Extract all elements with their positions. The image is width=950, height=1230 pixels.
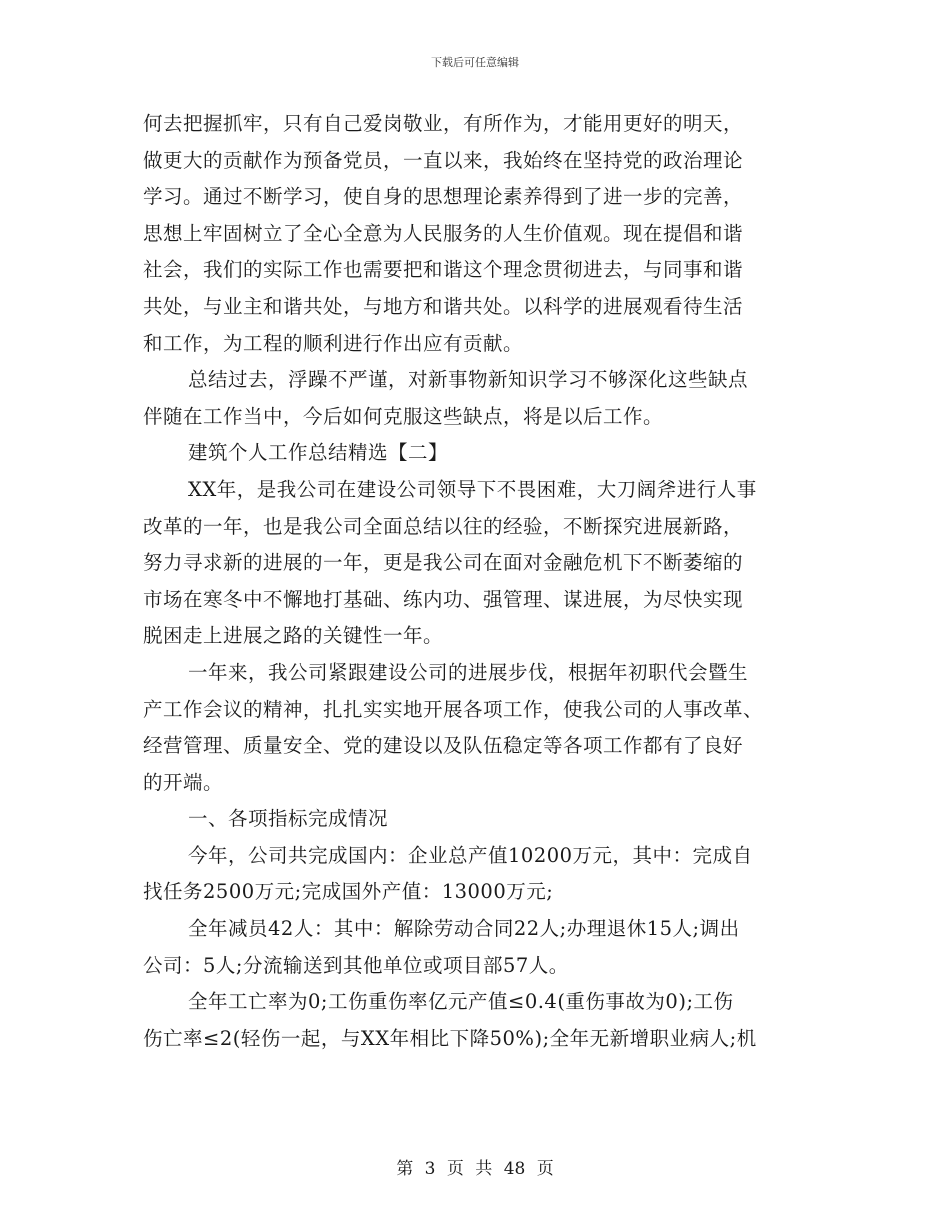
text-line: 伴随在工作当中，今后如何克服这些缺点，将是以后工作。	[143, 404, 664, 428]
text-line: 市场在寒冬中不懈地打基础、练内功、强管理、谋进展，为尽快实现	[143, 587, 744, 611]
text-line: 总结过去，浮躁不严谨，对新事物新知识学习不够深化这些缺点	[188, 368, 749, 392]
text-line: 和工作，为工程的顺利进行作出应有贡献。	[143, 331, 524, 355]
page-header: 下载后可任意编辑	[431, 56, 519, 69]
text-line: 改革的一年，也是我公司全面总结以往的经验，不断探究进展新路，	[143, 514, 744, 538]
text-line: 全年工亡率为0;工伤重伤率亿元产值≤0.4(重伤事故为0);工伤	[188, 990, 734, 1014]
text-line: 共处，与业主和谐共处，与地方和谐共处。以科学的进展观看待生活	[143, 294, 744, 318]
document-body	[143, 106, 803, 1057]
text-line: 社会，我们的实际工作也需要把和谐这个理念贯彻进去，与同事和谐	[143, 258, 744, 282]
text-line: 公司：5人;分流输送到其他单位或项目部57人。	[143, 953, 569, 977]
text-line: 全年减员42人：其中：解除劳动合同22人;办理退休15人;调出	[188, 917, 740, 941]
page-footer: 第 3 页 共 48 页	[396, 1159, 554, 1179]
text-line: 的开端。	[143, 770, 224, 794]
text-line: 何去把握抓牢，只有自己爱岗敬业，有所作为，才能用更好的明天，	[143, 112, 744, 135]
text-line: 努力寻求新的进展的一年，更是我公司在面对金融危机下不断萎缩的	[143, 551, 744, 575]
text-line: 今年，公司共完成国内：企业总产值10200万元，其中：完成自	[188, 843, 753, 867]
text-line: 脱困走上进展之路的关键性一年。	[143, 624, 444, 648]
text-line: 建筑个人工作总结精选【二】	[188, 441, 449, 465]
text-line: 经营管理、质量安全、党的建设以及队伍稳定等各项工作都有了良好	[143, 734, 744, 758]
text-line: 一、各项指标完成情况	[188, 807, 389, 831]
text-line: 伤亡率≤2(轻伤一起，与XX年相比下降50%);全年无新增职业病人;机	[143, 1026, 757, 1050]
text-line: XX年，是我公司在建设公司领导下不畏困难，大刀阔斧进行人事	[188, 477, 757, 501]
text-line: 学习。通过不断学习，使自身的思想理论素养得到了进一步的完善，	[143, 185, 744, 209]
text-line: 一年来，我公司紧跟建设公司的进展步伐，根据年初职代会暨生	[188, 660, 749, 684]
text-line: 做更大的贡献作为预备党员，一直以来，我始终在坚持党的政治理论	[143, 148, 744, 172]
text-line: 思想上牢固树立了全心全意为人民服务的人生价值观。现在提倡和谐	[143, 221, 744, 245]
text-line: 找任务2500万元;完成国外产值：13000万元;	[143, 880, 554, 904]
text-line: 产工作会议的精神，扎扎实实地开展各项工作，使我公司的人事改革、	[143, 697, 764, 721]
